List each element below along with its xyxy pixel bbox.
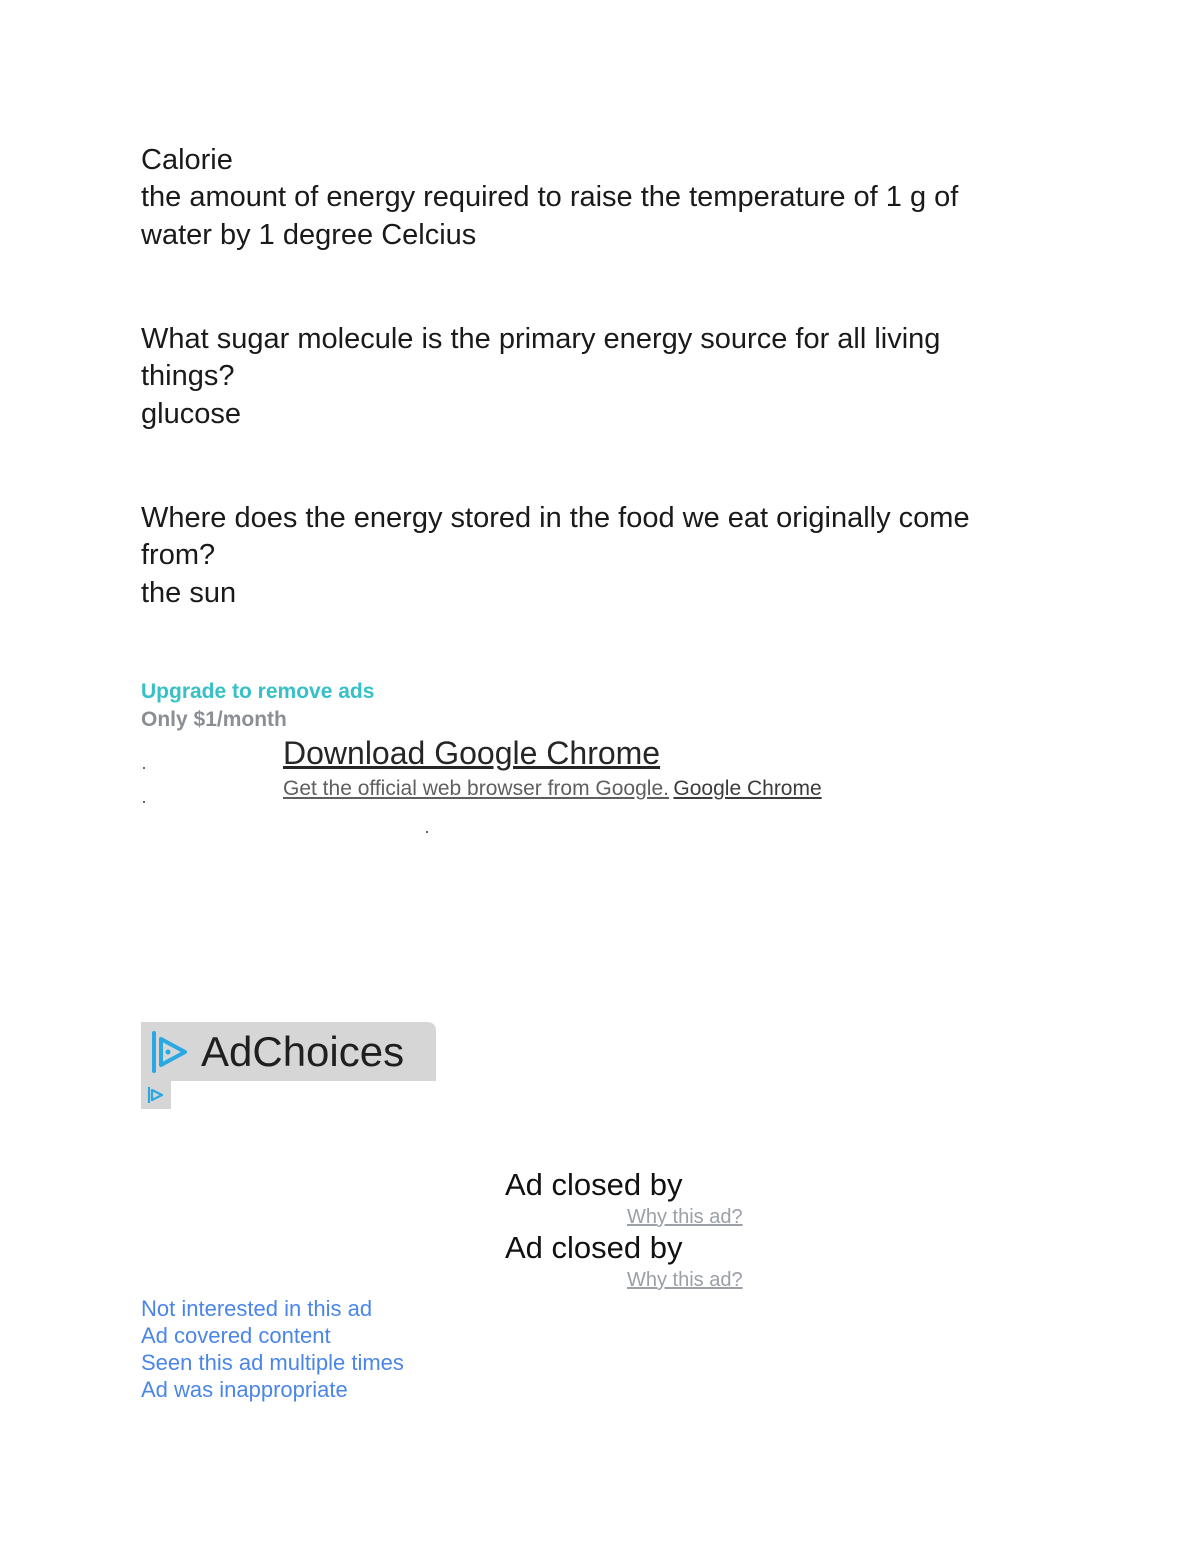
question-line1: Where does the energy stored in the food we eat originally come [141, 502, 970, 534]
answer: the sun [141, 577, 237, 609]
reason-option[interactable]: Ad covered content [141, 1323, 331, 1348]
adchoices-mini-icon [146, 1085, 166, 1105]
ad-dot [426, 831, 428, 833]
question-line2: things? [141, 360, 235, 392]
answer: glucose [141, 398, 241, 430]
upgrade-price: Only $1/month [141, 708, 287, 731]
adchoices-label: AdChoices [201, 1027, 405, 1075]
reason-option[interactable]: Not interested in this ad [141, 1296, 373, 1321]
question-line2: from? [141, 539, 216, 571]
ad-title-link[interactable]: Download Google Chrome [283, 735, 661, 771]
upgrade-link[interactable]: Upgrade to remove ads [141, 680, 375, 703]
reason-option[interactable]: Seen this ad multiple times [141, 1350, 404, 1375]
adchoices-icon [149, 1029, 193, 1075]
question-line1: What sugar molecule is the primary energy source for all living [141, 323, 941, 355]
term-title: Calorie [141, 144, 233, 176]
adchoices-mini-badge[interactable] [141, 1081, 171, 1109]
ad-closed-label: Ad closed by [505, 1230, 683, 1265]
ad-dot [143, 801, 145, 803]
adchoices-badge[interactable] [141, 1022, 436, 1081]
term-definition-line2: water by 1 degree Celcius [141, 219, 477, 251]
ad-advertiser-link[interactable]: Google Chrome [673, 777, 822, 800]
ad-dot [143, 767, 145, 769]
ad-closed-label: Ad closed by [505, 1167, 683, 1202]
why-this-ad-link[interactable]: Why this ad? [627, 1206, 743, 1228]
why-this-ad-link[interactable]: Why this ad? [627, 1269, 743, 1291]
term-definition-line1: the amount of energy required to raise the temperature of 1 g of [141, 181, 959, 213]
reason-option[interactable]: Ad was inappropriate [141, 1377, 348, 1402]
ad-subtitle-link[interactable]: Get the official web browser from Google. [283, 777, 669, 800]
ad-subtitle-row [283, 777, 822, 801]
